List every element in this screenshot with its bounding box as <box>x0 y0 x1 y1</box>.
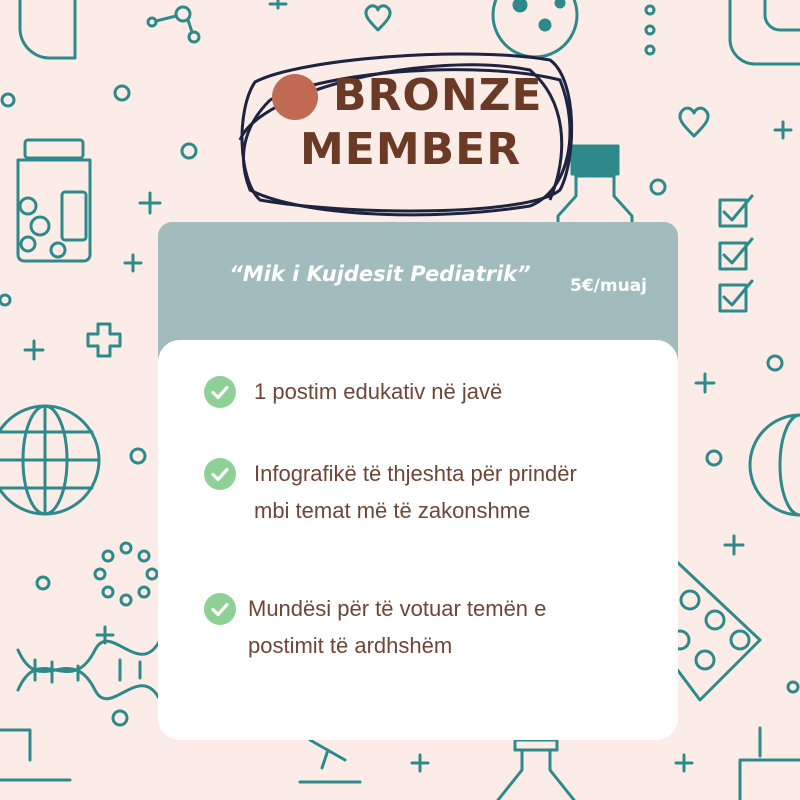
check-circle-icon <box>204 458 236 490</box>
bronze-medal-icon <box>272 74 318 120</box>
cell-ring-icon <box>95 543 157 605</box>
feature-text: Mundësi për të votuar temën e postimit të ardhshëm <box>248 596 547 658</box>
dna-icon <box>18 640 160 700</box>
check-circle-icon <box>204 376 236 408</box>
medical-cross-icon <box>88 324 120 356</box>
title-line-2: MEMBER <box>300 124 522 175</box>
plus-icon <box>676 755 692 771</box>
plan-price: 5€/muaj <box>570 276 647 296</box>
medicine-box-icon <box>20 0 75 58</box>
plus-icon <box>25 341 43 359</box>
feature-text: Infografikë të thjeshta për prindër mbi temat më të zakonshme <box>254 461 577 523</box>
plus-icon <box>125 255 141 271</box>
feature-text: 1 postim edukativ në javë <box>254 379 503 404</box>
plan-name: “Mik i Kujdesit Pediatrik” <box>229 262 531 286</box>
globe-icon <box>0 406 99 514</box>
sparkle-icon <box>270 0 286 8</box>
molecule-icon <box>148 7 199 42</box>
check-circle-icon <box>204 593 236 625</box>
medicine-box-icon <box>0 730 70 780</box>
flask-icon <box>498 740 574 800</box>
title-line-1: BRONZE <box>333 70 543 121</box>
microscope-icon <box>300 740 360 782</box>
checklist-icon <box>720 196 752 311</box>
plus-icon <box>140 193 160 213</box>
medicine-box-icon <box>740 728 800 800</box>
plus-icon <box>775 122 791 138</box>
globe-icon <box>750 415 800 515</box>
plus-icon <box>412 755 428 771</box>
pill-jar-icon <box>18 140 90 261</box>
heart-icon <box>680 108 708 136</box>
plus-icon <box>696 374 714 392</box>
heart-icon <box>366 6 390 30</box>
plus-icon <box>725 536 743 554</box>
